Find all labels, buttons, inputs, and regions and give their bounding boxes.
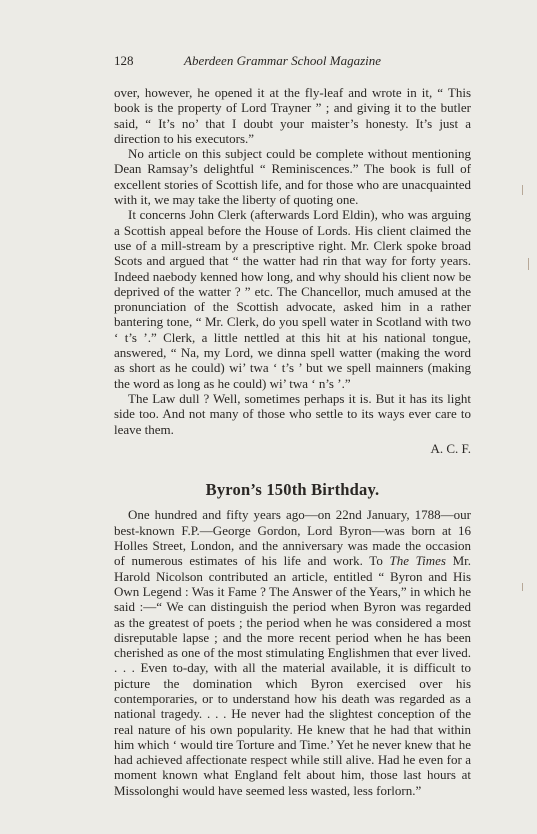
- page-number: 128: [114, 53, 134, 68]
- paragraph-start: One hundred and fifty years ago—on 22nd January, 1788—our best-known F.P.—George Gordon, Lord Byron—was born at 16 Holles Street, London, and the anniversary was made the occasion of numerous estimates of his life and work. To: [114, 507, 471, 569]
- running-head: [114, 53, 471, 71]
- paragraph: over, however, he opened it at the fly-leaf and wrote in it, “ This book is the property of Lord Trayner ” ; and giving it to the butler said, “ It’s no’ that I doubt your maister’s honesty. It’s just a direction to his executors.”: [114, 85, 471, 146]
- paragraph-rest: Mr. Harold Nicolson contributed an article, entitled “ Byron and His Own Legend : Was it Fame ? The Answer of the Years,” in which he said :—“ We can distinguish the period when Byron was regarded as the greatest of poets ; the period when he was considered a most disreputable lapse ; and the more recent period when he has been cherished as one of the most stimulating Englishmen that ever lived. . . . Even to-day, with all the material available, it is difficult to picture the domination which Byron exercised over his contemporaries, or to understand how his death was regarded as a national tragedy. . . . He never had the slightest conception of the real nature of his own popularity. He knew that he had that within him which ‘ would tire Torture and Time.’ Yet he never knew that he had achieved affectionate respect while still alive. Had he even for a moment known what England felt about him, those last hours at Missolonghi would have seemed less wasted, less forlorn.”: [114, 553, 472, 798]
- article-byron: [114, 507, 471, 798]
- paragraph: The Law dull ? Well, sometimes perhaps it is. But it has its light side too. And not many of those who settle to its ways ever care to leave them.: [114, 390, 471, 437]
- paragraph: [114, 507, 471, 798]
- margin-mark: [528, 258, 529, 270]
- article-lord-trayner: [114, 85, 471, 456]
- magazine-page: [114, 53, 471, 798]
- newspaper-title: The Times: [389, 553, 446, 569]
- journal-title: Aberdeen Grammar School Magazine: [184, 53, 382, 68]
- paragraph: It concerns John Clerk (afterwards Lord Eldin), who was arguing a Scottish appeal before the House of Lords. His client claimed the use of a mill-stream by a prescriptive right. Mr. Clerk spoke broad Scots and argued that “ the watter had rin that way for forty years. Indeed naebody kenned how long, and why should his client now be deprived of the watter ? ” etc. The Chancellor, much amused at the pronunciation of the Scottish advocate, asked him in a rather bantering tone, “ Mr. Clerk, do you spell water in Scotland with two ‘ t’s ’.” Clerk, a little nettled at this hit at his national tongue, answered, “ Na, my Lord, we dinna spell watter (making the word as short as he could) wi’ twa ‘ t’s ’ but we spell mainners (making the word as long as he could) wi’ twa ‘ n’s ’.”: [114, 207, 471, 391]
- margin-mark: [522, 583, 523, 591]
- margin-mark: [522, 185, 523, 195]
- article-heading: Byron’s 150th Birthday.: [205, 480, 380, 500]
- paragraph: No article on this subject could be complete without mentioning Dean Ramsay’s delightful “ Reminiscences.” The book is full of excellent stories of Scottish life, and for those who are unacquainted with it, we may take the liberty of quoting one.: [114, 146, 471, 208]
- author-signature: A. C. F.: [430, 440, 471, 456]
